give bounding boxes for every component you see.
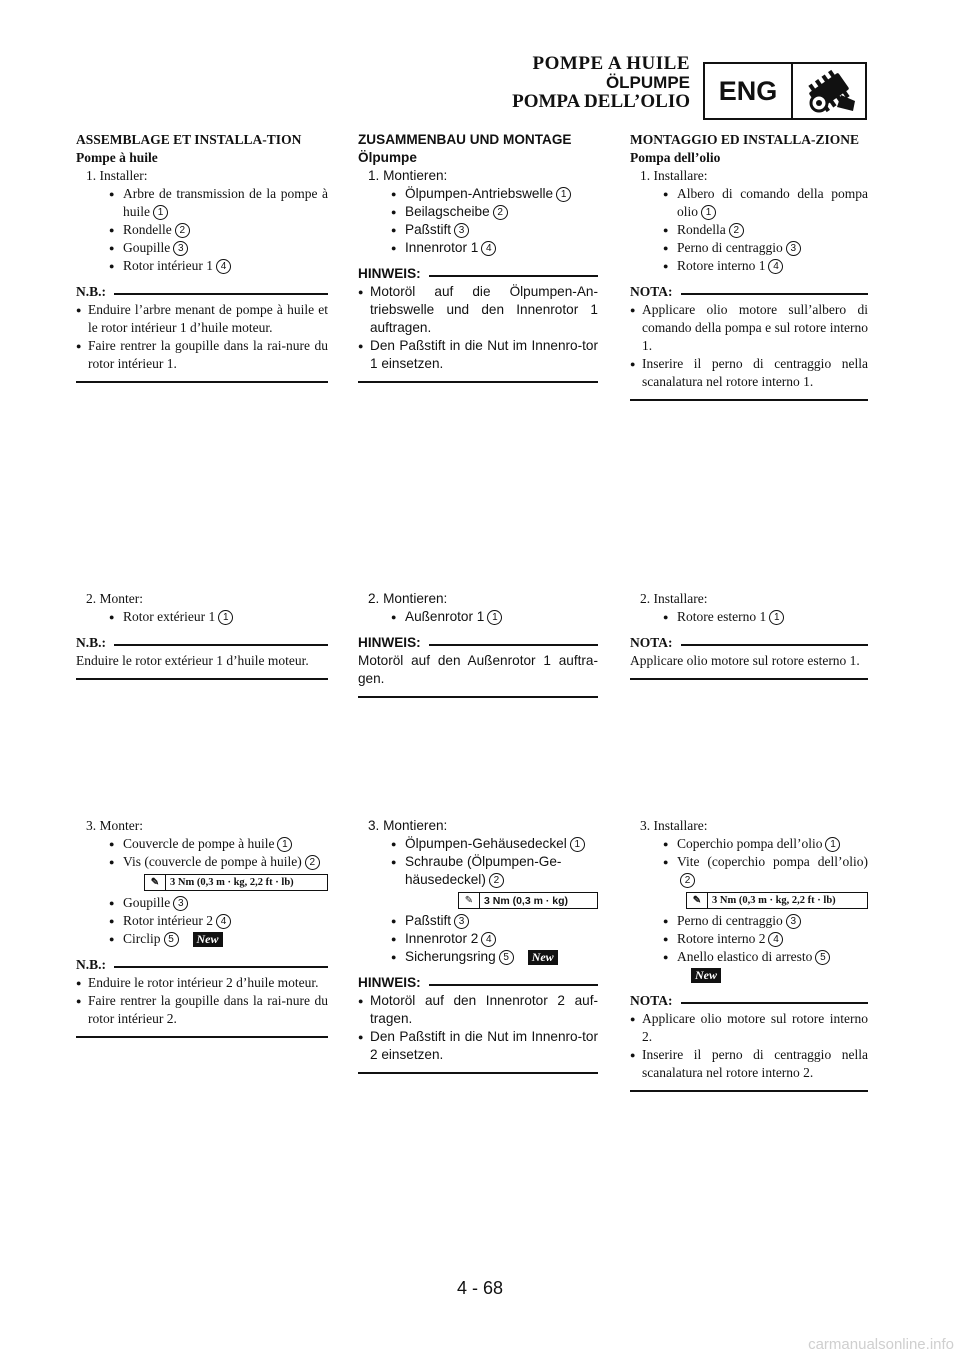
note-item: ● Applicare olio motore sul rotore interno 2.: [630, 1010, 868, 1046]
it-subheading: Pompa dell’olio: [630, 150, 721, 165]
note-item: ● Inserire il perno di centraggio nella scanalatura nel rotore interno 1.: [630, 355, 868, 391]
fr-note-header: N.B.:: [76, 634, 328, 652]
note-item: ● Motoröl auf den Innenrotor 2 auf-tragen.: [358, 992, 598, 1028]
list-item: ● Außenrotor 1 1: [358, 608, 598, 626]
de-note-header: HINWEIS:: [358, 634, 598, 652]
list-item: ● Goupille 3: [76, 894, 328, 912]
wrench-icon: ✎: [145, 875, 166, 890]
list-item: ● Vis (couvercle de pompe à huile) 2: [76, 853, 328, 871]
fr-note-header: N.B.:: [76, 283, 328, 301]
fr-step-3: 3. Monter:: [86, 818, 143, 833]
list-item: ● Beilagscheibe 2: [358, 203, 598, 221]
it-step-1: 1. Installare:: [640, 168, 708, 183]
list-item: ● Perno di centraggio 3: [630, 912, 868, 930]
list-item: ● Rotore interno 1 4: [630, 257, 868, 275]
new-part-badge: New: [193, 932, 223, 947]
list-item: ● Paßstift 3: [358, 221, 598, 239]
title-de: ÖLPUMPE: [605, 72, 690, 92]
list-item: ● Rotore interno 2 4: [630, 930, 868, 948]
torque-spec: ✎ 3 Nm (0,3 m · kg, 2,2 ft · lb): [144, 874, 328, 891]
note-item: ● Faire rentrer la goupille dans la rai-nure du rotor intérieur 2.: [76, 992, 328, 1028]
de-note-header: HINWEIS:: [358, 974, 598, 992]
list-item: ● Innenrotor 2 4: [358, 930, 598, 948]
list-item: ● Innenrotor 1 4: [358, 239, 598, 257]
list-item: ● Schraube (Ölpumpen-Ge-häusedeckel) 2: [358, 853, 598, 889]
de-step-1: 1. Montieren:: [368, 168, 448, 183]
list-item: ● Rondella 2: [630, 221, 868, 239]
list-item: ● Albero di comando della pompa olio 1: [630, 185, 868, 221]
list-item: ● Vite (coperchio pompa dell’olio)2: [630, 853, 868, 889]
note-item: ● Den Paßstift in die Nut im Innenro-tor 2 einsetzen.: [358, 1028, 598, 1064]
list-item: ● Arbre de transmission de la pompe à huile 1: [76, 185, 328, 221]
list-item: ● Circlip 5 New: [76, 930, 328, 948]
section-badge: [703, 62, 867, 120]
note-item: ● Faire rentrer la goupille dans la rai-nure du rotor intérieur 1.: [76, 337, 328, 373]
list-item: ● Coperchio pompa dell’olio 1: [630, 835, 868, 853]
page-number: 4 - 68: [456, 1278, 504, 1298]
it-heading: MONTAGGIO ED INSTALLA-ZIONE: [630, 132, 860, 147]
new-part-badge: New: [528, 950, 558, 965]
engine-piston-icon: [793, 64, 865, 118]
list-item: ● Ölpumpen-Gehäusedeckel 1: [358, 835, 598, 853]
de-heading: ZUSAMMENBAU UND MONTAGE: [358, 132, 572, 147]
list-item: ● Rotor intérieur 1 4: [76, 257, 328, 275]
de-step-2: 2. Montieren:: [368, 591, 448, 606]
list-item: ● Rotor extérieur 1 1: [76, 608, 328, 626]
badge-label: ENG: [705, 64, 793, 118]
list-item: ● Rotore esterno 1 1: [630, 608, 868, 626]
note-item: ● Inserire il perno di centraggio nella scanalatura nel rotore interno 2.: [630, 1046, 868, 1082]
list-item: ● Couvercle de pompe à huile 1: [76, 835, 328, 853]
it-step-3: 3. Installare:: [640, 818, 708, 833]
note-item: ● Applicare olio motore sull’albero di comando della pompa e sul rotore interno 1.: [630, 301, 868, 355]
note-text: Applicare olio motore sul rotore esterno 1.: [630, 653, 860, 668]
wrench-icon: ✎: [459, 893, 480, 908]
it-step-2: 2. Installare:: [640, 591, 708, 606]
note-item: ● Motoröl auf die Ölpumpen-An-triebswelle und den Innenrotor 1 auftragen.: [358, 283, 598, 337]
list-item: ● Goupille 3: [76, 239, 328, 257]
torque-spec: ✎ 3 Nm (0,3 m · kg): [458, 892, 598, 909]
torque-spec: ✎ 3 Nm (0,3 m · kg, 2,2 ft · lb): [686, 892, 868, 909]
note-text: Enduire le rotor extérieur 1 d’huile moteur.: [76, 653, 309, 668]
de-note-header: HINWEIS:: [358, 265, 598, 283]
fr-note-header: N.B.:: [76, 956, 328, 974]
list-item: ● Rondelle 2: [76, 221, 328, 239]
it-note-header: NOTA:: [630, 283, 868, 301]
note-item: ● Enduire l’arbre menant de pompe à huile et le rotor intérieur 1 d’huile moteur.: [76, 301, 328, 337]
it-note-header: NOTA:: [630, 992, 868, 1010]
list-item: ● Anello elastico di arresto 5 New: [630, 948, 868, 984]
list-item: ● Perno di centraggio 3: [630, 239, 868, 257]
list-item: ● Paßstift 3: [358, 912, 598, 930]
list-item: ● Sicherungsring 5 New: [358, 948, 598, 966]
title-fr: POMPE A HUILE: [532, 53, 690, 74]
fr-step-2: 2. Monter:: [86, 591, 143, 606]
note-item: ● Enduire le rotor intérieur 2 d’huile moteur.: [76, 974, 328, 992]
list-item: ● Ölpumpen-Antriebswelle 1: [358, 185, 598, 203]
note-text: Motoröl auf den Außenrotor 1 auftra-gen.: [358, 653, 598, 686]
list-item: ● Rotor intérieur 2 4: [76, 912, 328, 930]
wrench-icon: ✎: [687, 893, 708, 908]
new-part-badge: New: [691, 968, 721, 983]
fr-subheading: Pompe à huile: [76, 150, 158, 165]
it-note-header: NOTA:: [630, 634, 868, 652]
de-subheading: Ölpumpe: [358, 150, 417, 165]
fr-step-1: 1. Installer:: [86, 168, 148, 183]
note-item: ● Den Paßstift in die Nut im Innenro-tor 1 einsetzen.: [358, 337, 598, 373]
watermark: carmanualsonline.info: [808, 1336, 954, 1353]
fr-heading: ASSEMBLAGE ET INSTALLA-TION: [76, 132, 302, 147]
de-step-3: 3. Montieren:: [368, 818, 448, 833]
title-it: POMPA DELL’OLIO: [512, 90, 690, 112]
page-header: [512, 54, 690, 112]
